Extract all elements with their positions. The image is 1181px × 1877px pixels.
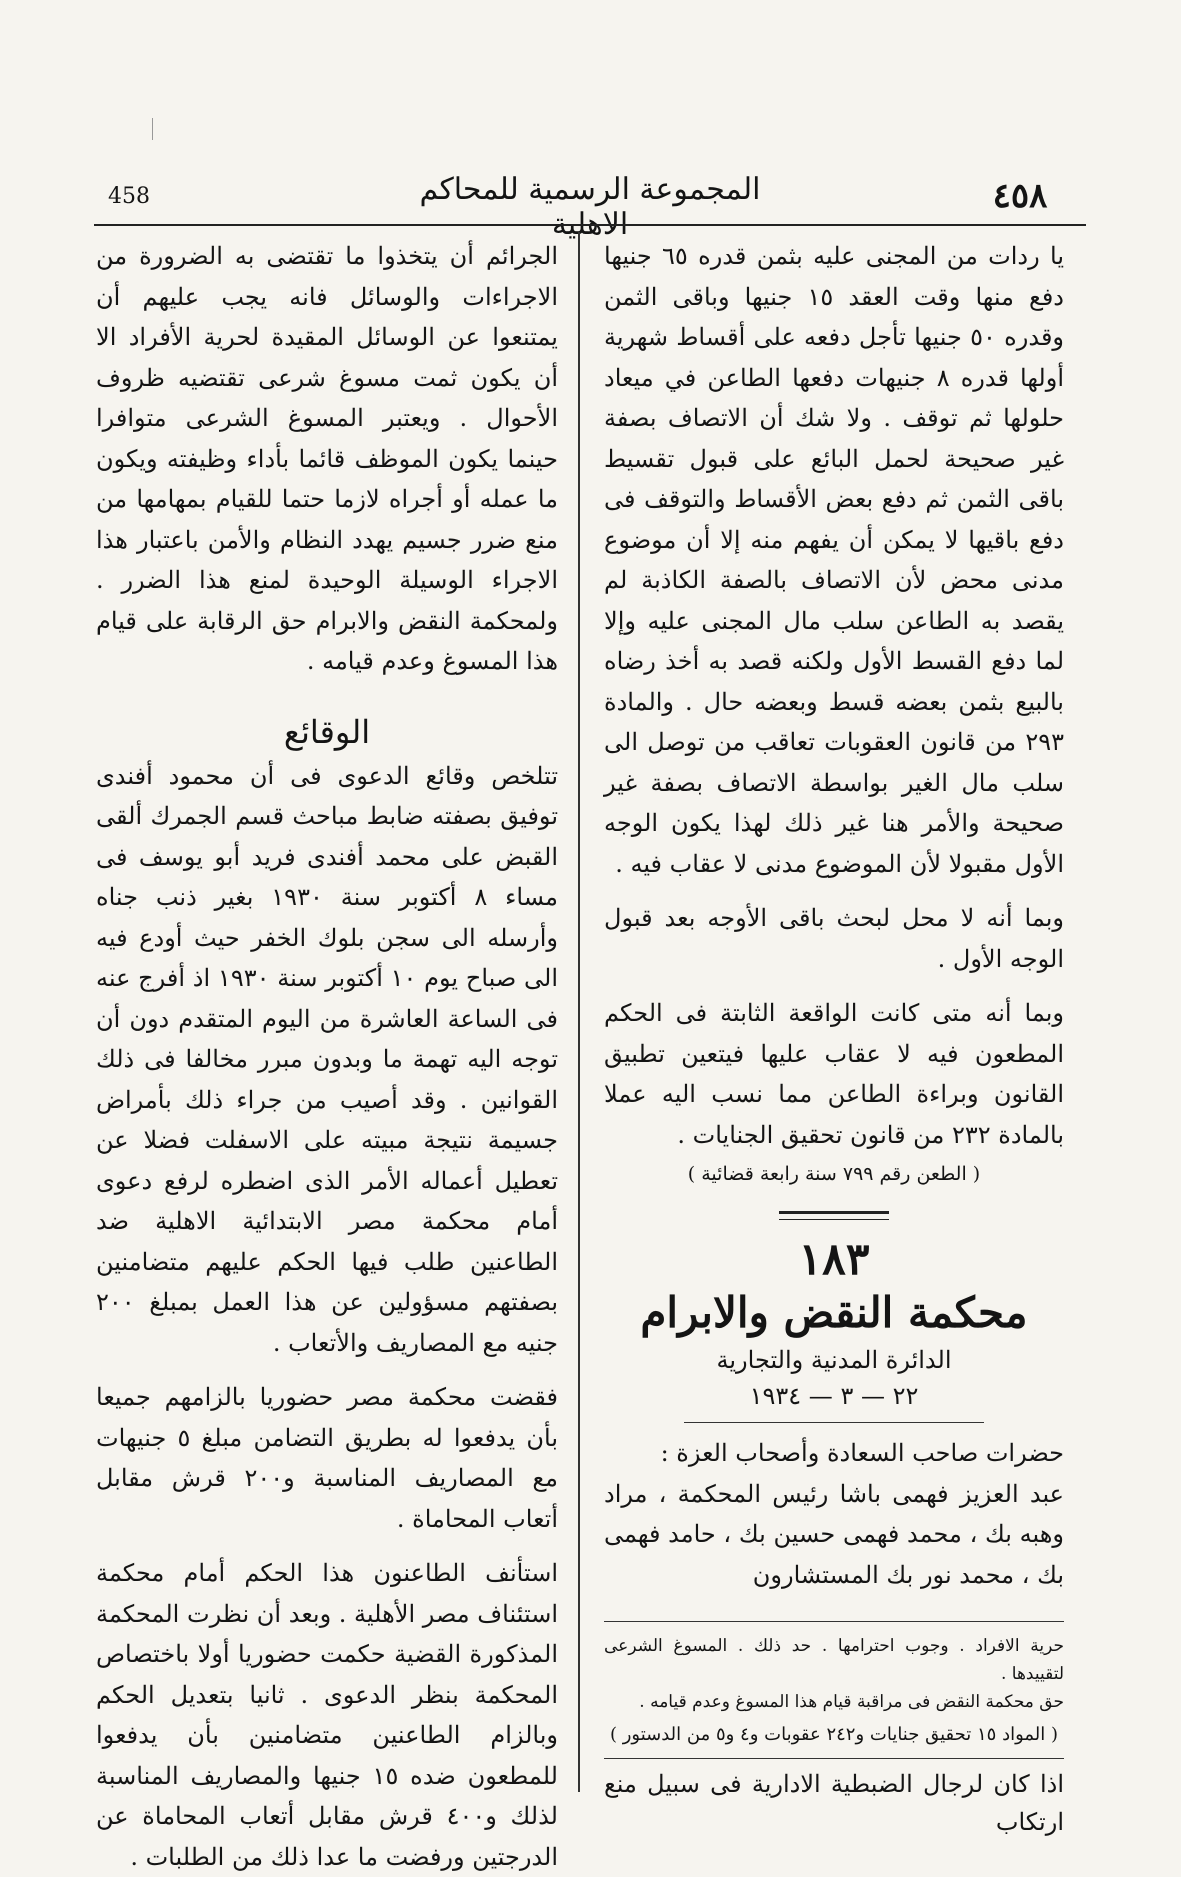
headnote-2: حق محكمة النقض فى مراقبة قيام هذا المسوغ وعدم قيامه . xyxy=(639,1692,1064,1712)
headnote-1: حرية الافراد . وجوب احترامها . حد ذلك . المسوغ الشرعى لتقييدها . xyxy=(604,1636,1064,1684)
footnote-rule-bottom xyxy=(604,1758,1064,1759)
date-rule xyxy=(684,1422,984,1423)
appeal-reference: ( الطعن رقم ٧٩٩ سنة رابعة قضائية ) xyxy=(687,1163,981,1185)
page-number-arabic: ٤٥٨ xyxy=(992,176,1048,216)
court-circuit: الدائرة المدنية والتجارية xyxy=(716,1346,952,1374)
case-number: ١٨٣ xyxy=(798,1234,870,1285)
footnote-rule xyxy=(604,1621,1064,1622)
left-paragraph-4: استأنف الطاعنون هذا الحكم أمام محكمة استئناف مصر الأهلية . وبعد أن نظرت المحكمة المذكورة القضية حكمت حضوريا أولا باختصاص المحكمة بنظر الدعوى . ثانيا بتعديل الحكم وبالزام الطاعنين متضامنين بأن يدفعوا للمطعون ضده ١٥ جنيها والمصاريف المناسبة لذلك و٤٠٠ قرش مقابل أتعاب المحاماة عن الدرجتين ورفضت ما عدا ذلك من الطلبات . xyxy=(96,1559,558,1871)
header-rule xyxy=(94,224,1086,226)
page-number-latin: 458 xyxy=(108,184,150,209)
court-name: محكمة النقض والابرام xyxy=(640,1288,1028,1337)
left-paragraph-2: تتلخص وقائع الدعوى فى أن محمود أفندى توفيق بصفته ضابط مباحث قسم الجمرك ألقى القبض على محمد أفندى فريد أبو يوسف فى مساء ٨ أكتوبر سنة ١٩٣٠ بغير ذنب جناه وأرسله الى سجن بلوك الخفر حيث أودع فيه الى صباح يوم ١٠ أكتوبر سنة ١٩٣٠ اذ أفرج عنه فى الساعة العاشرة من اليوم المتقدم دون أن توجه اليه تهمة ما وبدون مبرر مخالفا فى ذلك القوانين . وقد أصيب من جراء ذلك بأمراض جسيمة نتيجة مبيته على الاسفلت فضلا عن تعطيل أعماله الأمر الذى اضطره لرفع دعوى أمام محكمة مصر الابتدائية الاهلية ضد الطاعنين طلب فيها الحكم عليهم متضامنين بصفتهم مسؤولين عن هذا العمل بمبلغ ٢٠٠ جنيه مع المصاريف والأتعاب . xyxy=(96,761,559,1357)
margin-mark xyxy=(152,118,153,140)
bench-intro: حضرات صاحب السعادة وأصحاب العزة : xyxy=(660,1439,1064,1467)
right-paragraph-2: وبما أنه لا محل لبحث باقى الأوجه بعد قبول الوجه الأول . xyxy=(604,904,1064,973)
ruling-start: اذا كان لرجال الضبطية الادارية فى سبيل منع ارتكاب xyxy=(604,1770,1064,1836)
right-paragraph-3: وبما أنه متى كانت الواقعة الثابتة فى الحكم المطعون فيه لا عقاب عليها فيتعين تطبيق القانون وبراءة الطاعن مما نسب اليه عملا بالمادة ٢٣٢ من قانون تحقيق الجنايات . xyxy=(604,999,1065,1149)
articles-reference: ( المواد ١٥ تحقيق جنايات و٢٤٢ عقوبات و٤ و٥ من الدستور ) xyxy=(609,1724,1059,1745)
left-paragraph-3: فقضت محكمة مصر حضوريا بالزامهم جميعا بأن يدفعوا له بطريق التضامن مبلغ ٥ جنيهات مع المصاريف المناسبة و٢٠٠ قرش مقابل أتعاب المحاماة . xyxy=(96,1383,559,1533)
left-column xyxy=(96,236,558,1877)
facts-heading: الوقائع xyxy=(283,712,371,751)
running-title: المجموعة الرسمية للمحاكم الاهلية xyxy=(419,172,761,242)
left-paragraph-1: الجرائم أن يتخذوا ما تقتضى به الضرورة من الاجراءات والوسائل فانه يجب عليهم أن يمتنعوا عن الوسائل المقيدة لحرية الأفراد الا أن يكون ثمت مسوغ شرعى تقتضيه ظروف الأحوال . ويعتبر المسوغ الشرعى متوافرا حينما يكون الموظف قائما بأداء وظيفته ويكون ما عمله أو أجراه لازما حتما للقيام بمهامها من منع ضرر جسيم يهدد النظام والأمن باعتبار هذا الاجراء الوسيلة الوحيدة لمنع هذا الضرر . ولمحكمة النقض والابرام حق الرقابة على قيام هذا المسوغ وعدم قيامه . xyxy=(96,242,558,675)
column-divider xyxy=(578,232,580,1792)
judgment-date: ٢٢ — ٣ — ١٩٣٤ xyxy=(749,1382,919,1410)
section-separator xyxy=(779,1211,889,1220)
bench-names: عبد العزيز فهمى باشا رئيس المحكمة ، مراد وهبه بك ، محمد فهمى حسين بك ، حامد فهمى بك ، محمد نور بك المستشارون xyxy=(604,1479,1065,1589)
right-column xyxy=(604,236,1064,1841)
right-paragraph-1: يا ردات من المجنى عليه بثمن قدره ٦٥ جنيها دفع منها وقت العقد ١٥ جنيها وباقى الثمن وقدره ٥٠ جنيها تأجل دفعه على أقساط شهرية أولها قدره ٨ جنيهات دفعها الطاعن في ميعاد حلولها ثم توقف . ولا شك أن الاتصاف بصفة غير صحيحة لحمل البائع على قبول تقسيط باقى الثمن ثم دفع بعض الأقساط والتوقف فى دفع باقيها لا يمكن أن يفهم منه إلا أن موضوع مدنى محض لأن الاتصاف بالصفة الكاذبة لم يقصد به الطاعن سلب مال المجنى عليه وإلا لما دفع القسط الأول ولكنه قصد به أخذ رضاه بالبيع بثمن بعضه قسط وبعضه حال . والمادة ٢٩٣ من قانون العقوبات تعاقب من توصل الى سلب مال الغير بواسطة الاتصاف بصفة غير صحيحة والأمر هنا غير ذلك لهذا يكون الوجه الأول مقبولا لأن الموضوع مدنى لا عقاب فيه . xyxy=(604,242,1065,878)
